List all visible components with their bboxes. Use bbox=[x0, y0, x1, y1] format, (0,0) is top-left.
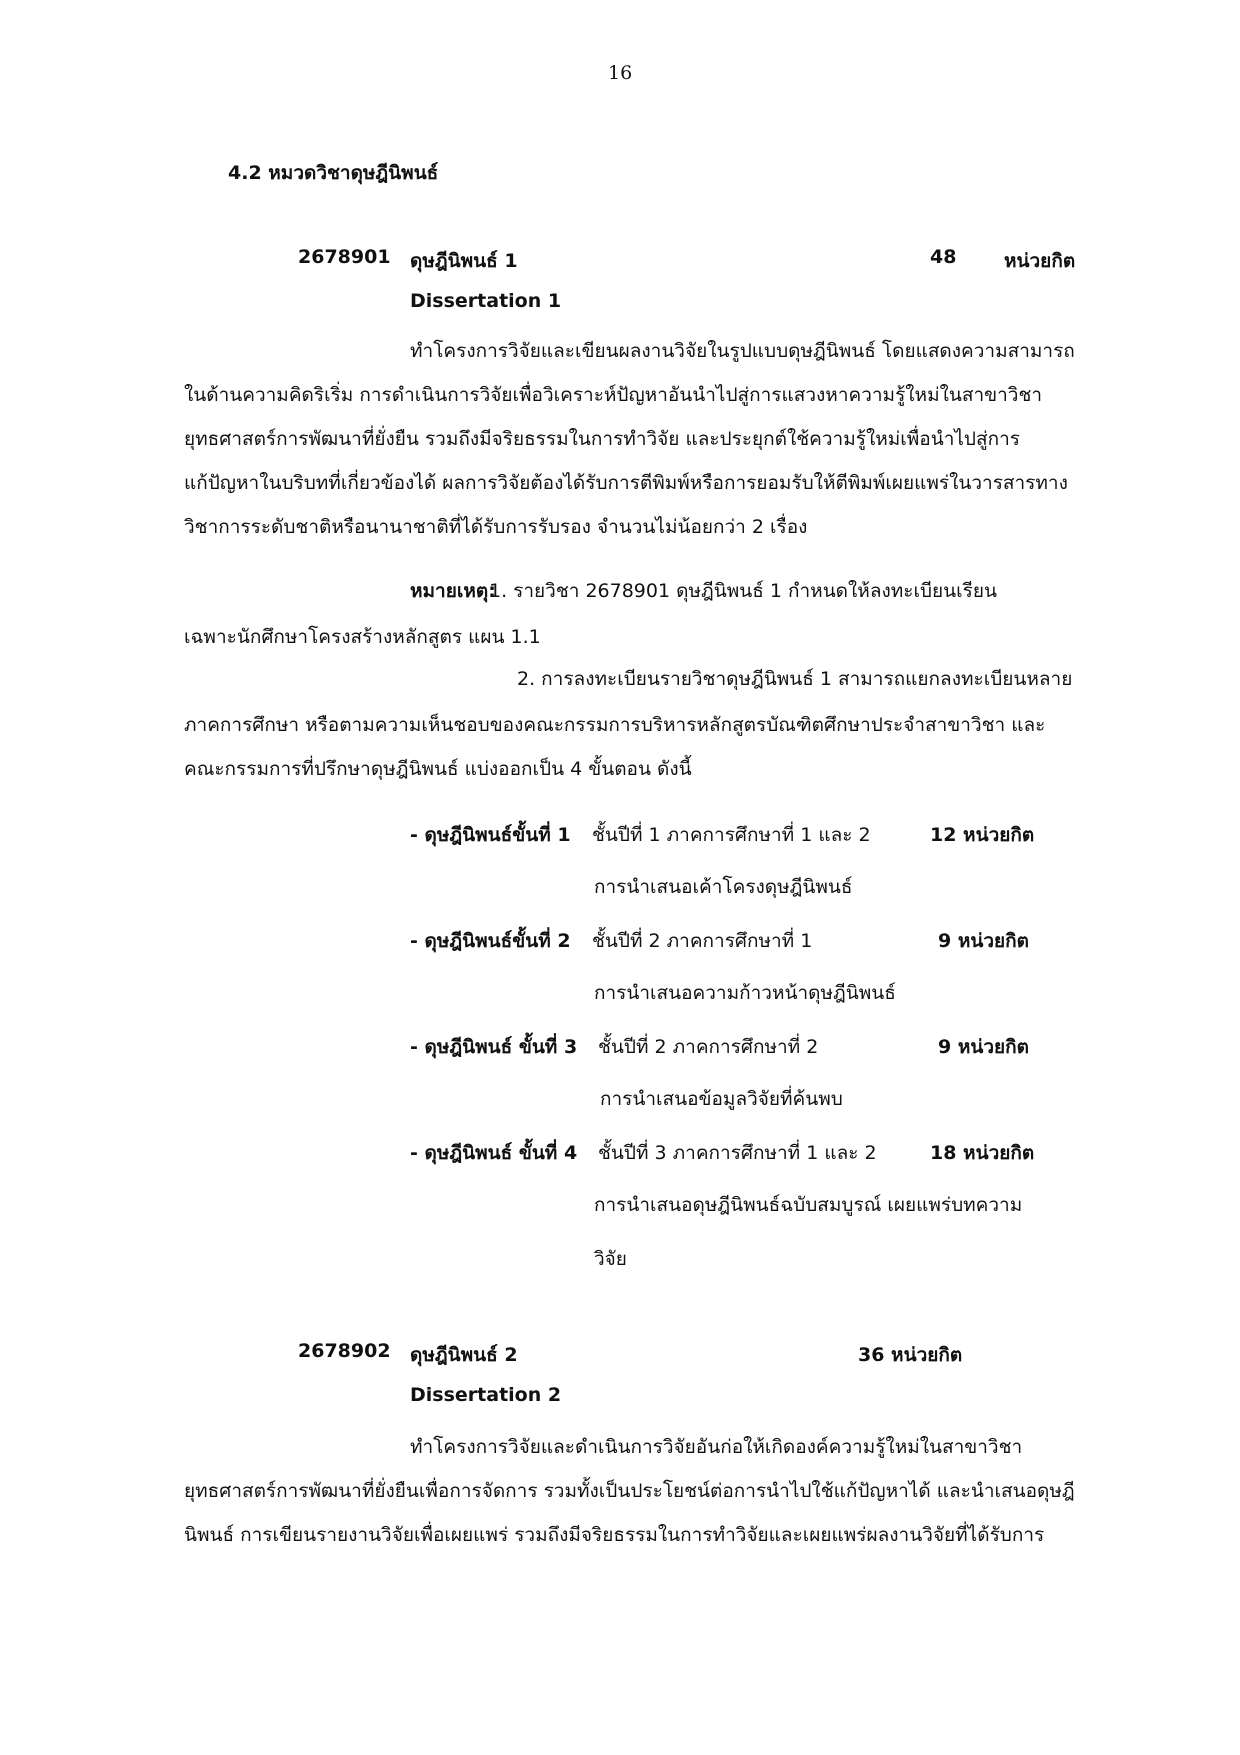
course2-desc-line: ทำโครงการวิจัยและดำเนินการวิจัยอันก่อให้เกิดองค์ความรู้ใหม่ในสาขาวิชา bbox=[410, 1436, 1023, 1458]
stage-detail: ชั้นปีที่ 2 ภาคการศึกษาที่ 1 bbox=[592, 930, 813, 952]
stage-detail: ชั้นปีที่ 2 ภาคการศึกษาที่ 2 bbox=[598, 1036, 819, 1058]
stage-label: - ดุษฎีนิพนธ์ ขั้นที่ 4 bbox=[410, 1142, 578, 1164]
course1-desc-line: แก้ปัญหาในบริบทที่เกี่ยวข้องได้ ผลการวิจัยต้องได้รับการตีพิมพ์หรือการยอมรับให้ตีพิมพ์เผยแพร่ในวารสารทาง bbox=[184, 472, 1068, 494]
course1-title: ดุษฎีนิพนธ์ 1 bbox=[410, 250, 518, 272]
note-label: หมายเหตุ: bbox=[410, 580, 496, 602]
note1-line: เฉพาะนักศึกษาโครงสร้างหลักสูตร แผน 1.1 bbox=[184, 626, 541, 648]
stage-credits: 12 หน่วยกิต bbox=[930, 824, 1035, 846]
stage-credits: 9 หน่วยกิต bbox=[938, 1036, 1029, 1058]
stage-desc: การนำเสนอดุษฎีนิพนธ์ฉบับสมบูรณ์ เผยแพร่บทความ bbox=[594, 1194, 1023, 1216]
course2-desc-line: นิพนธ์ การเขียนรายงานวิจัยเพื่อเผยแพร่ รวมถึงมีจริยธรรมในการทำวิจัยและเผยแพร่ผลงานวิจัยที่ได้รับการ bbox=[184, 1524, 1045, 1546]
stage-label: - ดุษฎีนิพนธ์ขั้นที่ 1 bbox=[410, 824, 571, 846]
course1-credits-number: 48 bbox=[930, 246, 957, 268]
stage-desc: วิจัย bbox=[594, 1248, 627, 1270]
stage-detail: ชั้นปีที่ 1 ภาคการศึกษาที่ 1 และ 2 bbox=[592, 824, 871, 846]
course2-title: ดุษฎีนิพนธ์ 2 bbox=[410, 1344, 518, 1366]
stage-credits: 9 หน่วยกิต bbox=[938, 930, 1029, 952]
course2-desc-line: ยุทธศาสตร์การพัฒนาที่ยั่งยืนเพื่อการจัดการ รวมทั้งเป็นประโยชน์ต่อการนำไปใช้แก้ปัญหาได้ และนำเสนอดุษฎี bbox=[184, 1480, 1075, 1502]
note2-line: 2. การลงทะเบียนรายวิชาดุษฎีนิพนธ์ 1 สามารถแยกลงทะเบียนหลาย bbox=[517, 668, 1073, 690]
course1-credits-unit: หน่วยกิต bbox=[1004, 250, 1076, 272]
course1-english-title: Dissertation 1 bbox=[410, 290, 562, 312]
course1-desc-line: ทำโครงการวิจัยและเขียนผลงานวิจัยในรูปแบบดุษฎีนิพนธ์ โดยแสดงความสามารถ bbox=[410, 340, 1075, 362]
stage-desc: การนำเสนอความก้าวหน้าดุษฎีนิพนธ์ bbox=[594, 982, 896, 1004]
section-heading: 4.2 หมวดวิชาดุษฎีนิพนธ์ bbox=[228, 162, 439, 184]
note2-line: คณะกรรมการที่ปรึกษาดุษฎีนิพนธ์ แบ่งออกเป็น 4 ขั้นตอน ดังนี้ bbox=[184, 758, 692, 780]
stage-credits: 18 หน่วยกิต bbox=[930, 1142, 1035, 1164]
page-number: 16 bbox=[608, 62, 633, 84]
stage-label: - ดุษฎีนิพนธ์ ขั้นที่ 3 bbox=[410, 1036, 578, 1058]
course2-english-title: Dissertation 2 bbox=[410, 1384, 562, 1406]
stage-detail: ชั้นปีที่ 3 ภาคการศึกษาที่ 1 และ 2 bbox=[598, 1142, 877, 1164]
course1-desc-line: ในด้านความคิดริเริ่ม การดำเนินการวิจัยเพื่อวิเคราะห์ปัญหาอันนำไปสู่การแสวงหาความรู้ใหม่ในสาขาวิชา bbox=[184, 384, 1043, 406]
course1-desc-line: วิชาการระดับชาติหรือนานาชาติที่ได้รับการรับรอง จำนวนไม่น้อยกว่า 2 เรื่อง bbox=[184, 516, 808, 538]
course2-code: 2678902 bbox=[298, 1340, 391, 1362]
course2-credits: 36 หน่วยกิต bbox=[858, 1344, 963, 1366]
note2-line: ภาคการศึกษา หรือตามความเห็นชอบของคณะกรรมการบริหารหลักสูตรบัณฑิตศึกษาประจำสาขาวิชา และ bbox=[184, 714, 1046, 736]
stage-desc: การนำเสนอเค้าโครงดุษฎีนิพนธ์ bbox=[594, 876, 853, 898]
course1-code: 2678901 bbox=[298, 246, 391, 268]
stage-desc: การนำเสนอข้อมูลวิจัยที่ค้นพบ bbox=[600, 1088, 843, 1110]
course1-desc-line: ยุทธศาสตร์การพัฒนาที่ยั่งยืน รวมถึงมีจริยธรรมในการทำวิจัย และประยุกต์ใช้ความรู้ใหม่เพื่อนำไปสู่การ bbox=[184, 428, 1020, 450]
stage-label: - ดุษฎีนิพนธ์ขั้นที่ 2 bbox=[410, 930, 571, 952]
note1-line: 1. รายวิชา 2678901 ดุษฎีนิพนธ์ 1 กำหนดให้ลงทะเบียนเรียน bbox=[489, 580, 997, 602]
